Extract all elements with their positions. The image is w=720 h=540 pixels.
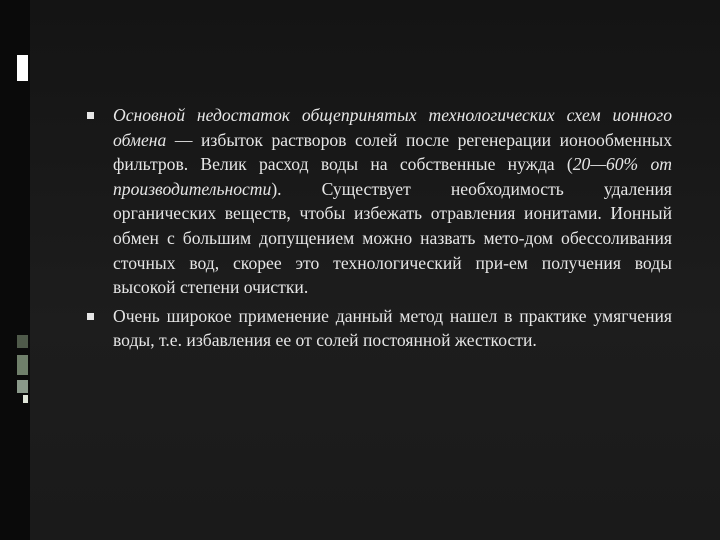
left-decor-strip (0, 0, 30, 540)
bullet-square-icon (87, 313, 94, 320)
slide-body-text (86, 103, 672, 357)
bullet-item-2 (86, 304, 672, 353)
bullet-1-run-2: — избыток растворов солей после регенерации ионообменных фильтров. Велик расход воды на собственные нужда ( (113, 129, 672, 175)
bullet-item-1 (86, 103, 672, 300)
decor-square-light-grey-green (17, 380, 28, 393)
decor-square-dark-green (17, 335, 28, 348)
decor-square-white (17, 55, 28, 81)
bullet-1-run-3: 20—60% от производительности (113, 154, 672, 199)
decor-square-pale (23, 395, 28, 403)
bullet-1-run-1: Основной недостаток общепринятых технологических схем ионного обмена (113, 105, 672, 150)
bullet-1-run-4: ). Существует необходимость удаления органических веществ, чтобы избежать отравления ионитами. Ионный обмен с большим допущением можно назвать мето-дом обессоливания сточных вод, скорее это технологический при-ем получения воды высокой степени очистки. (113, 178, 672, 298)
bullet-square-icon (87, 112, 94, 119)
decor-square-grey-green (17, 355, 28, 375)
bullet-2-run-1: Очень широкое применение данный метод нашел в практике умягчения воды, т.е. избавления ее от солей постоянной жесткости. (113, 305, 672, 351)
